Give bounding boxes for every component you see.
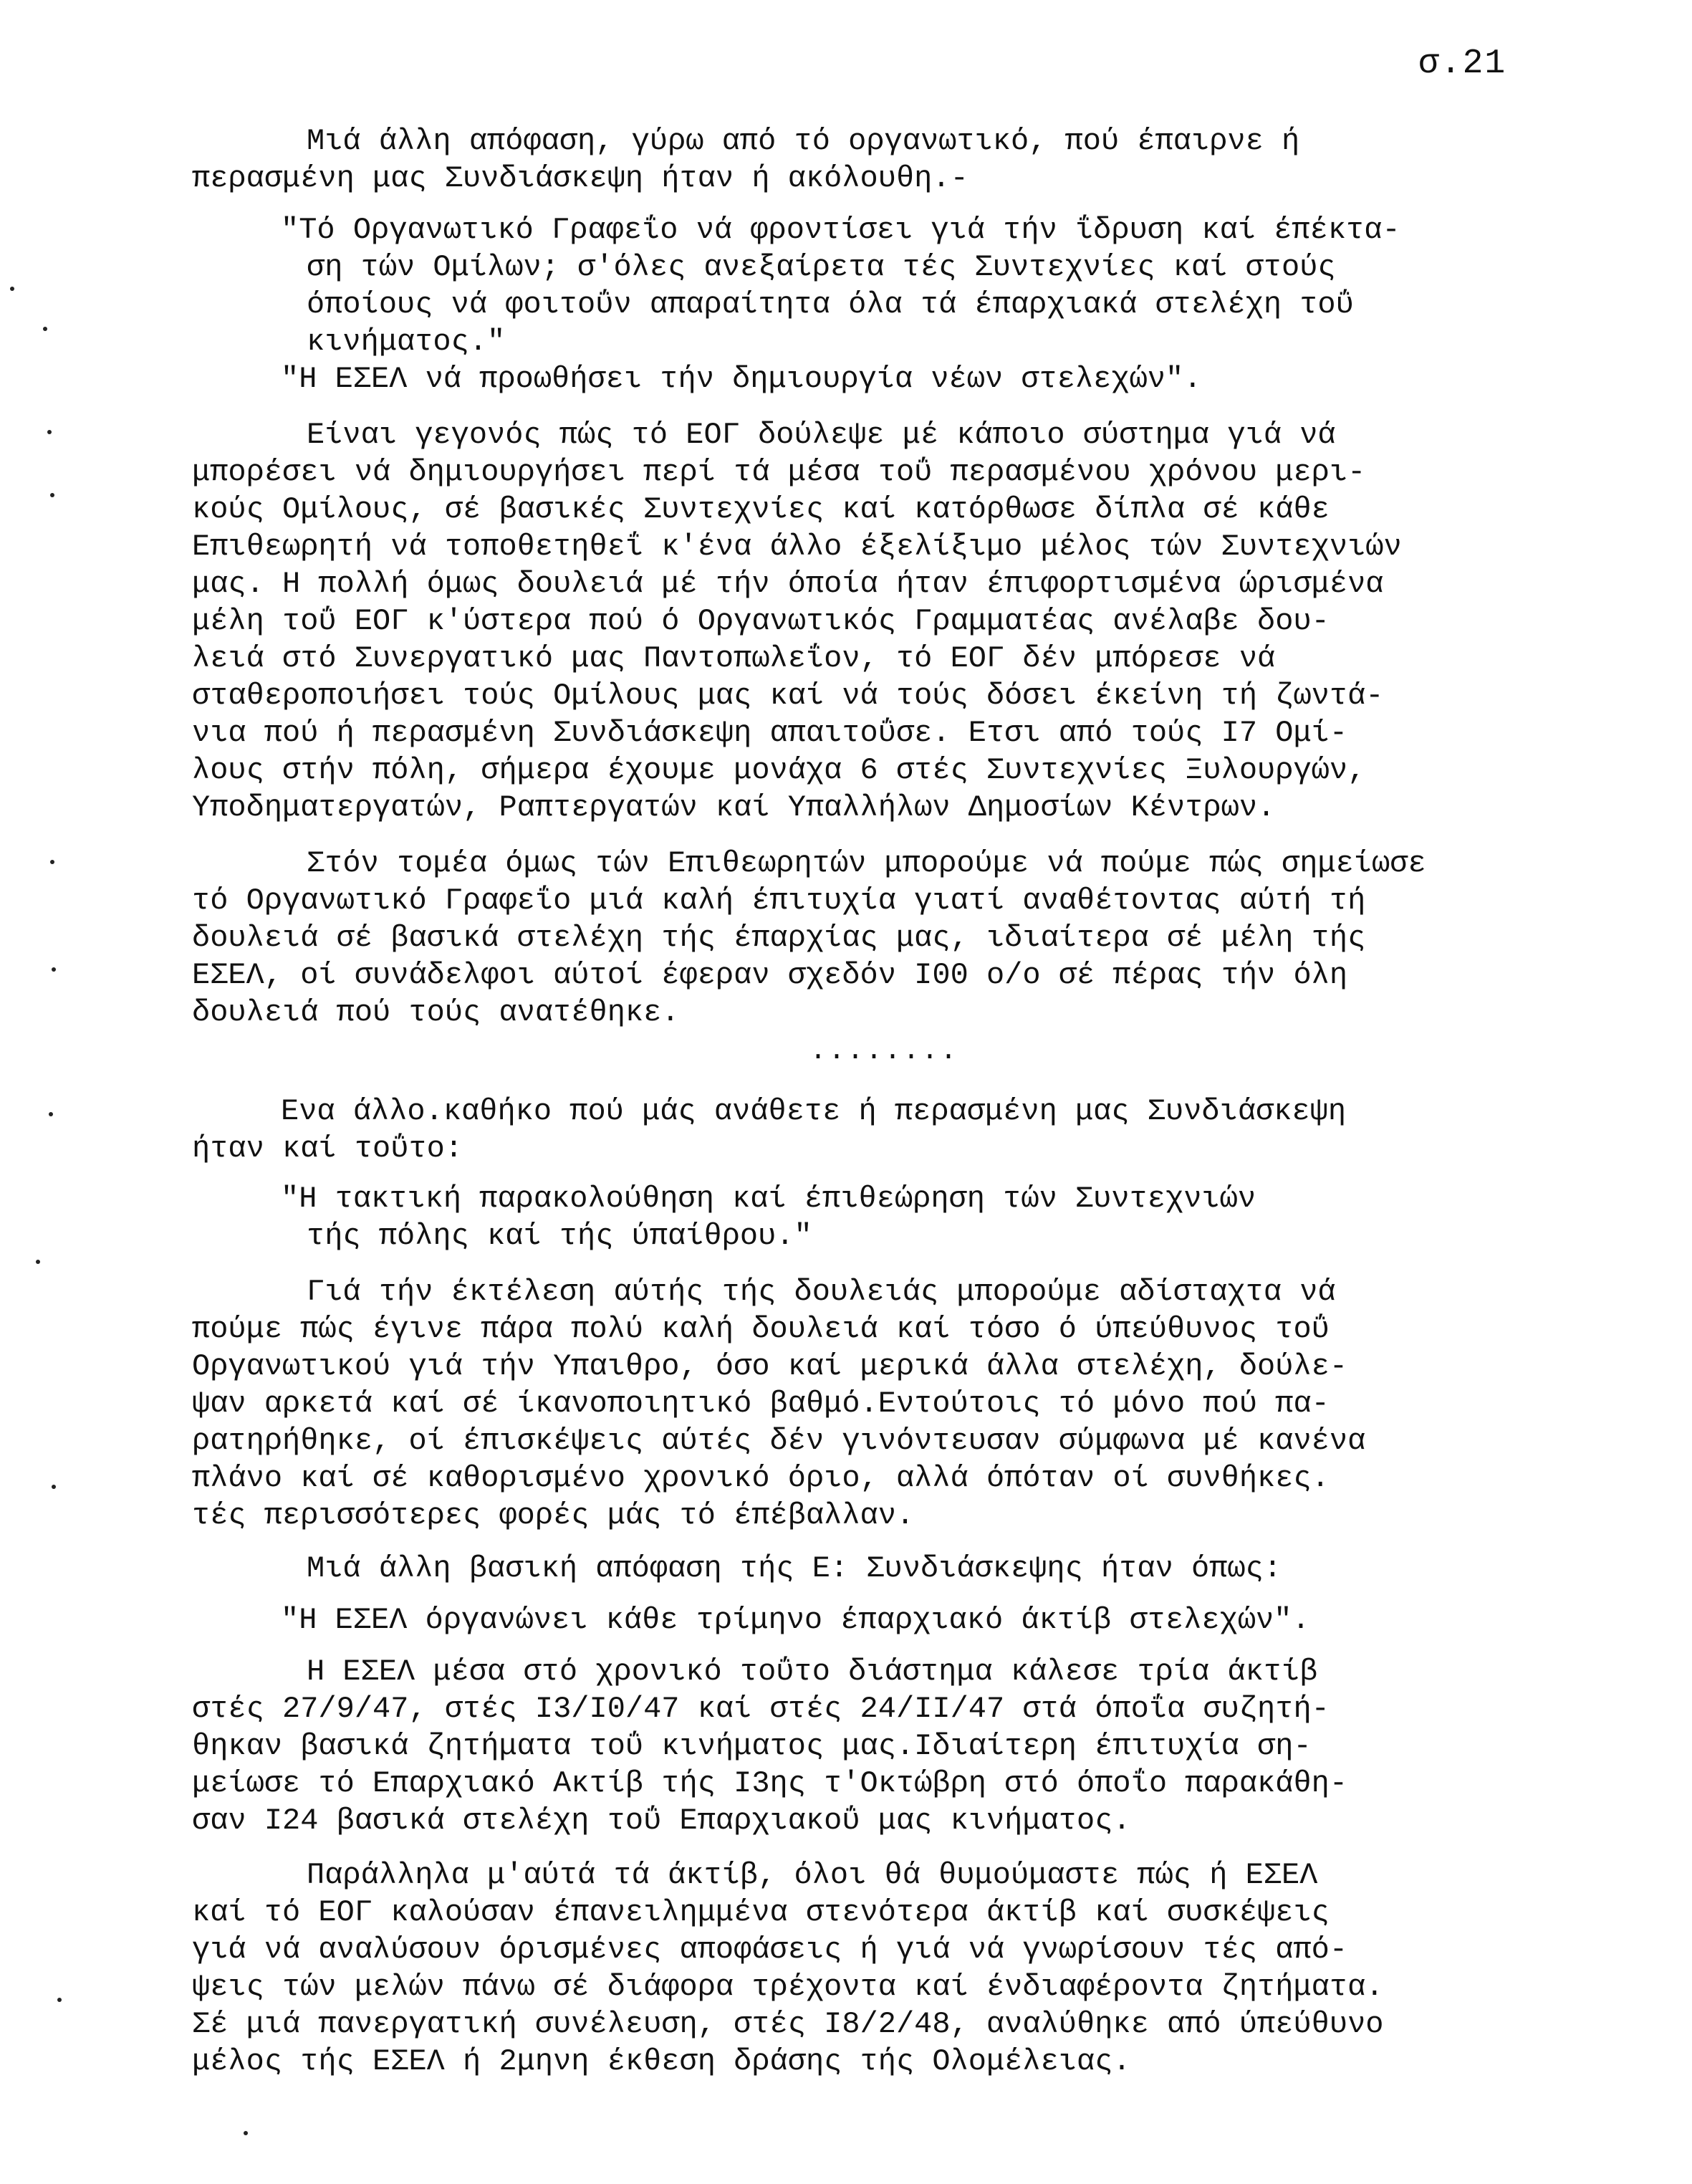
text-line: μέλη τοΰ ΕΟΓ κ'ύστερα πού ό Οργανωτικός Γραμματέας ανέλαβε δου- bbox=[192, 604, 1330, 638]
text-line: κούς Ομίλους, σέ βασικές Συντεχνίες καί κατόρθωσε δίπλα σέ κάθε bbox=[192, 492, 1330, 527]
text-line: ση τών Ομίλων; σ'όλες ανεξαίρετα τές Συντεχνίες καί στούς bbox=[307, 250, 1336, 284]
text-line: τής πόλης καί τής ύπαίθρου." bbox=[307, 1219, 812, 1253]
text-line: μέλος τής ΕΣΕΛ ή 2μηνη έκθεση δράσης τής Ολομέλειας. bbox=[192, 2044, 1131, 2079]
text-line: Μιά άλλη βασική απόφαση τής Ε: Συνδιάσκεψης ήταν όπως: bbox=[307, 1551, 1282, 1586]
text-line: σταθεροποιήσει τούς Ομίλους μας καί νά τούς δόσει έκείνη τή ζωντά- bbox=[192, 679, 1384, 713]
text-line: ψαν αρκετά καί σέ ίκανοποιητικό βαθμό.Εντούτοις τό μόνο πού πα- bbox=[192, 1386, 1330, 1421]
text-line: ρατηρήθηκε, οί έπισκέψεις αύτές δέν γινόντευσαν σύμφωνα μέ κανένα bbox=[192, 1424, 1366, 1458]
scan-speck bbox=[244, 2131, 248, 2135]
text-line: Επιθεωρητή νά τοποθετηθεΐ κ'ένα άλλο έξελίξιμο μέλος τών Συντεχνιών bbox=[192, 530, 1402, 564]
text-line: κινήματος." bbox=[307, 325, 506, 359]
scan-speck bbox=[10, 287, 14, 291]
text-line: όποίους νά φοιτοΰν απαραίτητα όλα τά έπαρχιακά στελέχη τοΰ bbox=[307, 287, 1354, 322]
text-line: στές 27/9/47, στές Ι3/Ι0/47 καί στές 24/ΙΙ/47 στά όποΐα συζητή- bbox=[192, 1692, 1330, 1726]
text-line: Είναι γεγονός πώς τό ΕΟΓ δούλεψε μέ κάποιο σύστημα γιά νά bbox=[307, 418, 1336, 452]
text-line: γιά νά αναλύσουν όρισμένες αποφάσεις ή γιά νά γνωρίσουν τές από- bbox=[192, 1932, 1348, 1967]
text-line: Η ΕΣΕΛ μέσα στό χρονικό τοΰτο διάστημα κάλεσε τρία άκτίβ bbox=[307, 1654, 1318, 1689]
scan-speck bbox=[57, 1998, 62, 2002]
text-line: λους στήν πόλη, σήμερα έχουμε μονάχα 6 στές Συντεχνίες Ξυλουργών, bbox=[192, 753, 1366, 787]
scan-speck bbox=[52, 1485, 56, 1489]
text-line: Γιά τήν έκτέλεση αύτής τής δουλειάς μπορούμε αδίσταχτα νά bbox=[307, 1275, 1336, 1309]
text-line: λειά στό Συνεργατικό μας Παντοπωλεΐον, τό ΕΟΓ δέν μπόρεσε νά bbox=[192, 641, 1276, 676]
scan-speck bbox=[43, 327, 47, 331]
text-line: Στόν τομέα όμως τών Επιθεωρητών μπορούμε νά πούμε πώς σημείωσε bbox=[307, 846, 1426, 881]
text-line: τό Οργανωτικό Γραφεΐο μιά καλή έπιτυχία γιατί αναθέτοντας αύτή τή bbox=[192, 883, 1366, 918]
text-line: ήταν καί τοΰτο: bbox=[192, 1131, 463, 1166]
text-line: δουλειά σέ βασικά στελέχη τής έπαρχίας μας, ιδιαίτερα σέ μέλη τής bbox=[192, 921, 1366, 955]
text-line: μας. Η πολλή όμως δουλειά μέ τήν όποία ήταν έπιφορτισμένα ώρισμένα bbox=[192, 567, 1384, 601]
text-line: σαν Ι24 βασικά στελέχη τοΰ Επαρχιακοΰ μας κινήματος. bbox=[192, 1804, 1131, 1838]
text-line: τές περισσότερες φορές μάς τό έπέβαλλαν. bbox=[192, 1498, 915, 1533]
text-line: περασμένη μας Συνδιάσκεψη ήταν ή ακόλουθη.- bbox=[192, 161, 968, 196]
scan-speck bbox=[50, 493, 54, 497]
text-line: νια πού ή περασμένη Συνδιάσκεψη απαιτοΰσε. Ετσι από τούς Ι7 Ομί- bbox=[192, 716, 1348, 750]
section-separator: ........ bbox=[809, 1035, 959, 1068]
text-line: πλάνο καί σέ καθορισμένο χρονικό όριο, αλλά όπόταν οί συνθήκες. bbox=[192, 1461, 1330, 1495]
text-line: Οργανωτικού γιά τήν Υπαιθρο, όσο καί μερικά άλλα στελέχη, δούλε- bbox=[192, 1349, 1348, 1384]
text-line: "Η ΕΣΕΛ όργανώνει κάθε τρίμηνο έπαρχιακό άκτίβ στελεχών". bbox=[281, 1603, 1310, 1637]
text-line: ψεις τών μελών πάνω σέ διάφορα τρέχοντα καί ένδιαφέροντα ζητήματα. bbox=[192, 1970, 1384, 2004]
text-line: μπορέσει νά δημιουργήσει περί τά μέσα τοΰ περασμένου χρόνου μερι- bbox=[192, 455, 1366, 489]
text-line: ΕΣΕΛ, οί συνάδελφοι αύτοί έφεραν σχεδόν Ι00 ο/ο σέ πέρας τήν όλη bbox=[192, 958, 1348, 992]
text-line: μείωσε τό Επαρχιακό Ακτίβ τής Ι3ης τ'Οκτώβρη στό όποΐο παρακάθη- bbox=[192, 1766, 1348, 1801]
text-line: Υποδηματεργατών, Ραπτεργατών καί Υπαλλήλων Δημοσίων Κέντρων. bbox=[192, 790, 1276, 825]
text-line: δουλειά πού τούς ανατέθηκε. bbox=[192, 995, 680, 1030]
text-line: Παράλληλα μ'αύτά τά άκτίβ, όλοι θά θυμούμαστε πώς ή ΕΣΕΛ bbox=[307, 1858, 1318, 1892]
text-line: Μιά άλλη απόφαση, γύρω από τό οργανωτικό, πού έπαιρνε ή bbox=[307, 124, 1300, 158]
text-line: καί τό ΕΟΓ καλούσαν έπανειλημμένα στενότερα άκτίβ καί συσκέψεις bbox=[192, 1895, 1330, 1930]
scan-speck bbox=[50, 860, 54, 864]
text-line: θηκαν βασικά ζητήματα τοΰ κινήματος μας.Ιδιαίτερη έπιτυχία ση- bbox=[192, 1729, 1312, 1763]
text-line: "Η ΕΣΕΛ νά προωθήσει τήν δημιουργία νέων στελεχών". bbox=[281, 362, 1202, 396]
text-line: "Η τακτική παρακολούθηση καί έπιθεώρηση τών Συντεχνιών bbox=[281, 1182, 1256, 1216]
scan-speck bbox=[52, 967, 56, 972]
scan-speck bbox=[36, 1260, 40, 1264]
scan-speck bbox=[47, 430, 52, 434]
scan-speck bbox=[49, 1112, 53, 1116]
page-number: σ.21 bbox=[1418, 44, 1507, 83]
text-line: "Τό Οργανωτικό Γραφεΐο νά φροντίσει γιά τήν ΐδρυση καί έπέκτα- bbox=[281, 213, 1400, 247]
text-line: Ενα άλλο.καθήκο πού μάς ανάθετε ή περασμένη μας Συνδιάσκεψη bbox=[281, 1094, 1347, 1129]
text-line: Σέ μιά πανεργατική συνέλευση, στές Ι8/2/48, αναλύθηκε από ύπεύθυνο bbox=[192, 2007, 1384, 2041]
text-line: πούμε πώς έγινε πάρα πολύ καλή δουλειά καί τόσο ό ύπεύθυνος τοΰ bbox=[192, 1312, 1330, 1346]
